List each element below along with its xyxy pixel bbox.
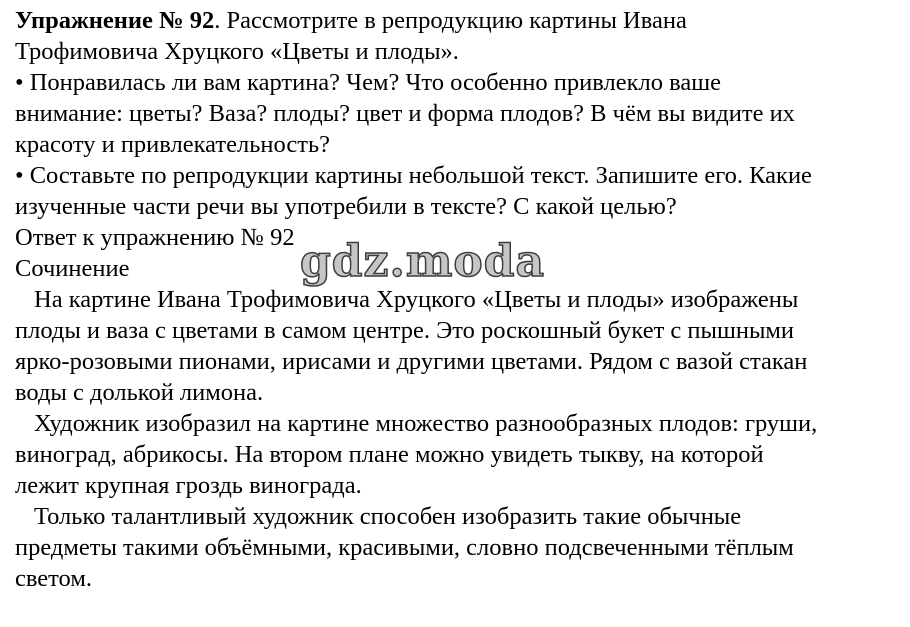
answer-subheading: Сочинение <box>15 255 130 282</box>
exercise-task-text: . Рассмотрите в репродукцию картины Ивана <box>214 7 687 34</box>
exercise-bullet-line: красоту и привлекательность? <box>15 131 330 158</box>
answer-paragraph-line: ярко-розовыми пионами, ирисами и другими цветами. Рядом с вазой стакан <box>15 348 808 375</box>
exercise-bullet-line: изученные части речи вы употребили в тексте? С какой целью? <box>15 193 677 220</box>
answer-paragraph-line: На картине Ивана Трофимовича Хруцкого «Цветы и плоды» изображены <box>34 286 799 313</box>
site-watermark: gdz.moda <box>300 236 546 287</box>
exercise-title: Упражнение № 92 <box>15 7 215 34</box>
document-page <box>15 5 905 594</box>
exercise-bullet-line: • Понравилась ли вам картина? Чем? Что особенно привлекло ваше <box>15 69 721 96</box>
exercise-bullet-line: внимание: цветы? Ваза? плоды? цвет и форма плодов? В чём вы видите их <box>15 100 795 127</box>
answer-paragraph-line: виноград, абрикосы. На втором плане можно увидеть тыкву, на которой <box>15 441 764 468</box>
answer-paragraph-line: светом. <box>15 565 92 592</box>
answer-paragraph-line: предметы такими объёмными, красивыми, словно подсвеченными тёплым <box>15 534 794 561</box>
exercise-title-line <box>15 5 905 36</box>
answer-paragraph-line: лежит крупная гроздь винограда. <box>15 472 362 499</box>
exercise-bullet-line: • Составьте по репродукции картины небольшой текст. Запишите его. Какие <box>15 162 812 189</box>
exercise-task-line: Трофимовича Хруцкого «Цветы и плоды». <box>15 38 459 65</box>
answer-paragraph-line: Только талантливый художник способен изобразить такие обычные <box>34 503 742 530</box>
answer-paragraph-line: плоды и ваза с цветами в самом центре. Это роскошный букет с пышными <box>15 317 795 344</box>
answer-heading: Ответ к упражнению № 92 <box>15 224 295 251</box>
answer-paragraph-line: Художник изобразил на картине множество разнообразных плодов: груши, <box>34 410 818 437</box>
answer-paragraph-line: воды с долькой лимона. <box>15 379 264 406</box>
